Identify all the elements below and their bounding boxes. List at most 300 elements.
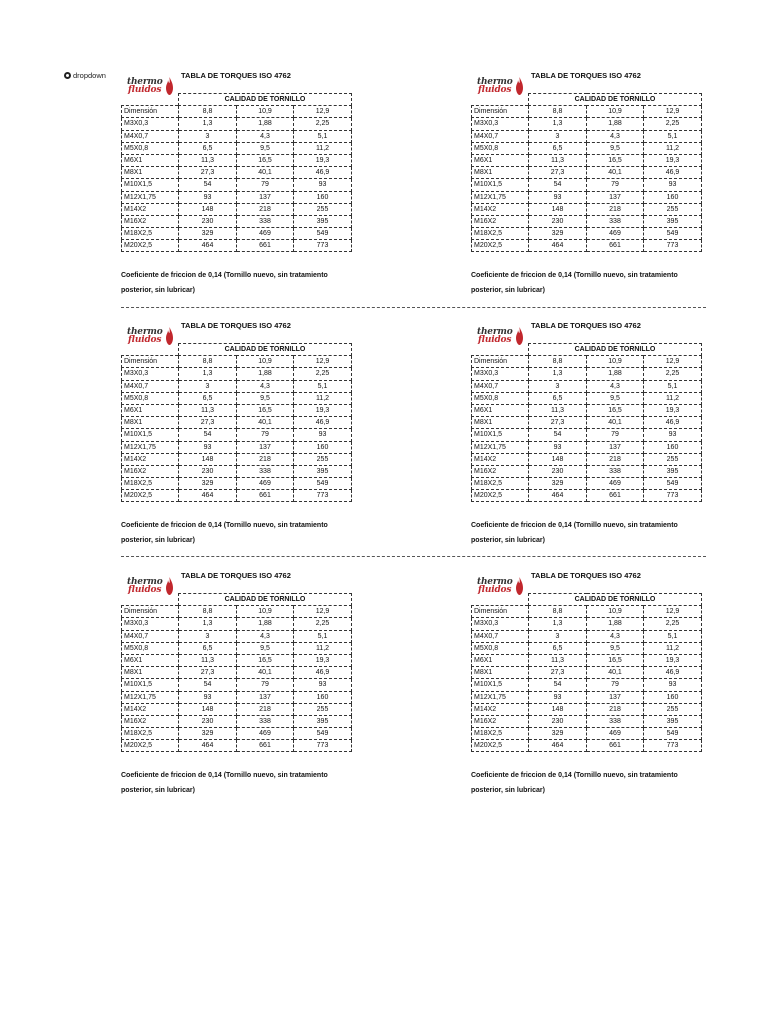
cell-torque-value: 4,3 bbox=[237, 130, 294, 142]
table-row bbox=[122, 465, 352, 477]
logo-text-fluidos: fluidos bbox=[128, 85, 162, 95]
table-row bbox=[122, 740, 352, 752]
cell-torque-value: 6,5 bbox=[179, 142, 237, 154]
col-header-dimension: Dimensión bbox=[122, 606, 179, 618]
table-row bbox=[472, 130, 702, 142]
cell-torque-value: 54 bbox=[179, 429, 237, 441]
cell-torque-value: 1,3 bbox=[179, 618, 237, 630]
cell-torque-value: 79 bbox=[587, 429, 644, 441]
cell-torque-value: 54 bbox=[529, 679, 587, 691]
cell-torque-value: 469 bbox=[587, 228, 644, 240]
logo-text-thermo: thermo bbox=[127, 577, 163, 587]
cell-dimension: M18X2,5 bbox=[472, 478, 529, 490]
cell-torque-value: 1,3 bbox=[179, 368, 237, 380]
col-header-10-9: 10,9 bbox=[587, 106, 644, 118]
cell-dimension: M3X0,3 bbox=[122, 618, 179, 630]
col-header-8-8: 8,8 bbox=[529, 356, 587, 368]
table-row bbox=[122, 490, 352, 502]
table-row bbox=[472, 441, 702, 453]
cell-torque-value: 3 bbox=[179, 380, 237, 392]
cell-dimension: M5X0,8 bbox=[472, 142, 529, 154]
cell-torque-value: 218 bbox=[587, 203, 644, 215]
table-row bbox=[472, 142, 702, 154]
cell-dimension: M16X2 bbox=[122, 465, 179, 477]
bolt-quality-header: CALIDAD DE TORNILLO bbox=[179, 344, 352, 356]
cell-torque-value: 16,5 bbox=[237, 404, 294, 416]
col-header-12-9: 12,9 bbox=[294, 106, 352, 118]
column-header-row bbox=[122, 356, 352, 368]
column-header-row bbox=[472, 356, 702, 368]
cell-dimension: M16X2 bbox=[122, 715, 179, 727]
cell-torque-value: 2,25 bbox=[644, 118, 702, 130]
cell-torque-value: 137 bbox=[237, 691, 294, 703]
cell-torque-value: 79 bbox=[587, 679, 644, 691]
cell-torque-value: 230 bbox=[179, 465, 237, 477]
cell-torque-value: 9,5 bbox=[237, 392, 294, 404]
cell-torque-value: 255 bbox=[294, 203, 352, 215]
cell-torque-value: 137 bbox=[237, 441, 294, 453]
table-title: TABLA DE TORQUES ISO 4762 bbox=[531, 571, 641, 580]
cell-dimension: M8X1 bbox=[122, 417, 179, 429]
cell-torque-value: 1,88 bbox=[237, 118, 294, 130]
cell-dimension: M12X1,75 bbox=[122, 441, 179, 453]
cell-torque-value: 137 bbox=[587, 441, 644, 453]
cell-torque-value: 395 bbox=[294, 715, 352, 727]
cell-torque-value: 255 bbox=[644, 203, 702, 215]
table-header-row bbox=[122, 94, 352, 106]
cell-torque-value: 54 bbox=[179, 679, 237, 691]
table-row bbox=[472, 740, 702, 752]
cut-line-1 bbox=[121, 307, 706, 308]
table-row bbox=[472, 228, 702, 240]
cell-dimension: M14X2 bbox=[472, 453, 529, 465]
table-row bbox=[122, 380, 352, 392]
friction-note: Coeficiente de friccion de 0,14 (Tornillo nuevo, sin tratamiento posterior, sin lubricar) bbox=[121, 772, 328, 794]
cell-torque-value: 218 bbox=[237, 453, 294, 465]
col-header-12-9: 12,9 bbox=[294, 356, 352, 368]
cell-torque-value: 773 bbox=[644, 240, 702, 252]
cell-torque-value: 11,3 bbox=[179, 404, 237, 416]
logo-text-fluidos: fluidos bbox=[478, 335, 512, 345]
cell-torque-value: 329 bbox=[529, 478, 587, 490]
cell-dimension: M18X2,5 bbox=[122, 478, 179, 490]
cell-torque-value: 79 bbox=[237, 679, 294, 691]
cell-dimension: M8X1 bbox=[472, 167, 529, 179]
cell-torque-value: 4,3 bbox=[237, 630, 294, 642]
cell-torque-value: 27,3 bbox=[179, 167, 237, 179]
cell-torque-value: 9,5 bbox=[237, 142, 294, 154]
cell-torque-value: 464 bbox=[529, 240, 587, 252]
friction-note: Coeficiente de friccion de 0,14 (Tornillo nuevo, sin tratamiento posterior, sin lubricar) bbox=[121, 522, 328, 544]
cell-torque-value: 218 bbox=[587, 453, 644, 465]
cell-torque-value: 1,3 bbox=[529, 368, 587, 380]
cell-torque-value: 148 bbox=[529, 203, 587, 215]
cell-torque-value: 40,1 bbox=[587, 417, 644, 429]
table-title: TABLA DE TORQUES ISO 4762 bbox=[531, 71, 641, 80]
cell-dimension: M20X2,5 bbox=[122, 490, 179, 502]
table-title: TABLA DE TORQUES ISO 4762 bbox=[181, 321, 291, 330]
cell-torque-value: 54 bbox=[529, 429, 587, 441]
cell-torque-value: 5,1 bbox=[294, 630, 352, 642]
table-row bbox=[472, 191, 702, 203]
cell-dimension: M18X2,5 bbox=[122, 728, 179, 740]
cell-torque-value: 160 bbox=[644, 441, 702, 453]
cell-torque-value: 19,3 bbox=[294, 154, 352, 166]
cell-dimension: M16X2 bbox=[472, 215, 529, 227]
cell-dimension: M18X2,5 bbox=[472, 728, 529, 740]
col-header-12-9: 12,9 bbox=[644, 356, 702, 368]
cell-torque-value: 11,2 bbox=[644, 142, 702, 154]
cell-torque-value: 395 bbox=[294, 465, 352, 477]
cell-dimension: M4X0,7 bbox=[122, 630, 179, 642]
cell-dimension: M18X2,5 bbox=[472, 228, 529, 240]
cell-torque-value: 661 bbox=[587, 740, 644, 752]
table-row bbox=[122, 679, 352, 691]
cell-torque-value: 661 bbox=[587, 240, 644, 252]
cell-torque-value: 6,5 bbox=[179, 392, 237, 404]
cell-torque-value: 2,25 bbox=[294, 118, 352, 130]
cell-torque-value: 218 bbox=[237, 203, 294, 215]
table-row bbox=[122, 179, 352, 191]
bolt-quality-header: CALIDAD DE TORNILLO bbox=[529, 94, 702, 106]
cell-torque-value: 79 bbox=[237, 179, 294, 191]
cell-torque-value: 329 bbox=[179, 228, 237, 240]
table-row bbox=[472, 728, 702, 740]
table-row bbox=[472, 478, 702, 490]
logo-text-thermo: thermo bbox=[127, 327, 163, 337]
cell-torque-value: 464 bbox=[529, 490, 587, 502]
cell-torque-value: 93 bbox=[529, 691, 587, 703]
cell-torque-value: 160 bbox=[294, 691, 352, 703]
cell-dimension: M12X1,75 bbox=[122, 691, 179, 703]
cell-torque-value: 230 bbox=[179, 215, 237, 227]
cell-torque-value: 19,3 bbox=[644, 154, 702, 166]
cell-torque-value: 11,3 bbox=[529, 404, 587, 416]
cell-torque-value: 469 bbox=[237, 478, 294, 490]
cell-dimension: M5X0,8 bbox=[122, 642, 179, 654]
table-row bbox=[122, 167, 352, 179]
cell-torque-value: 54 bbox=[529, 179, 587, 191]
table-row bbox=[122, 118, 352, 130]
table-row bbox=[472, 642, 702, 654]
cell-torque-value: 469 bbox=[237, 228, 294, 240]
table-row bbox=[122, 228, 352, 240]
cell-dimension: M6X1 bbox=[472, 154, 529, 166]
cell-torque-value: 93 bbox=[179, 441, 237, 453]
logo-text-thermo: thermo bbox=[127, 77, 163, 87]
dropdown-logo-icon bbox=[64, 72, 71, 79]
cell-torque-value: 11,3 bbox=[529, 154, 587, 166]
cell-torque-value: 40,1 bbox=[587, 167, 644, 179]
cell-dimension: M10X1,5 bbox=[122, 429, 179, 441]
cell-torque-value: 16,5 bbox=[237, 154, 294, 166]
logo-text-fluidos: fluidos bbox=[128, 585, 162, 595]
cell-torque-value: 5,1 bbox=[644, 130, 702, 142]
cell-torque-value: 11,2 bbox=[644, 642, 702, 654]
logo-text-fluidos: fluidos bbox=[478, 85, 512, 95]
cell-torque-value: 4,3 bbox=[587, 380, 644, 392]
torque-table bbox=[121, 93, 352, 252]
cell-dimension: M6X1 bbox=[472, 404, 529, 416]
cell-torque-value: 93 bbox=[644, 429, 702, 441]
cell-torque-value: 549 bbox=[644, 478, 702, 490]
table-row bbox=[472, 118, 702, 130]
table-title: TABLA DE TORQUES ISO 4762 bbox=[531, 321, 641, 330]
col-header-dimension: Dimensión bbox=[472, 356, 529, 368]
cell-torque-value: 4,3 bbox=[237, 380, 294, 392]
cell-torque-value: 255 bbox=[294, 453, 352, 465]
dropdown-label: dropdown bbox=[73, 71, 106, 80]
cell-torque-value: 27,3 bbox=[179, 667, 237, 679]
table-title: TABLA DE TORQUES ISO 4762 bbox=[181, 571, 291, 580]
cell-torque-value: 6,5 bbox=[179, 642, 237, 654]
cell-dimension: M4X0,7 bbox=[122, 380, 179, 392]
column-header-row bbox=[472, 606, 702, 618]
table-row bbox=[472, 667, 702, 679]
table-row bbox=[122, 667, 352, 679]
cell-torque-value: 230 bbox=[529, 215, 587, 227]
table-row bbox=[122, 654, 352, 666]
cell-torque-value: 5,1 bbox=[644, 380, 702, 392]
cell-torque-value: 11,3 bbox=[529, 654, 587, 666]
cell-torque-value: 6,5 bbox=[529, 142, 587, 154]
col-header-dimension: Dimensión bbox=[122, 356, 179, 368]
torque-table bbox=[471, 343, 702, 502]
cell-torque-value: 338 bbox=[587, 465, 644, 477]
cell-dimension: M14X2 bbox=[122, 203, 179, 215]
cell-dimension: M10X1,5 bbox=[122, 179, 179, 191]
cell-torque-value: 46,9 bbox=[644, 667, 702, 679]
cell-torque-value: 79 bbox=[237, 429, 294, 441]
cell-torque-value: 773 bbox=[294, 240, 352, 252]
cell-torque-value: 661 bbox=[237, 240, 294, 252]
cell-dimension: M12X1,75 bbox=[122, 191, 179, 203]
table-row bbox=[472, 453, 702, 465]
cell-torque-value: 1,88 bbox=[587, 618, 644, 630]
table-row bbox=[122, 142, 352, 154]
cell-dimension: M16X2 bbox=[472, 465, 529, 477]
cell-torque-value: 338 bbox=[237, 215, 294, 227]
cell-torque-value: 11,2 bbox=[294, 392, 352, 404]
col-header-dimension: Dimensión bbox=[472, 106, 529, 118]
cell-dimension: M10X1,5 bbox=[472, 429, 529, 441]
table-row bbox=[122, 417, 352, 429]
table-row bbox=[472, 703, 702, 715]
cell-torque-value: 218 bbox=[237, 703, 294, 715]
cell-torque-value: 773 bbox=[294, 490, 352, 502]
cell-torque-value: 4,3 bbox=[587, 130, 644, 142]
table-row bbox=[472, 691, 702, 703]
cell-torque-value: 46,9 bbox=[294, 167, 352, 179]
cell-torque-value: 773 bbox=[644, 740, 702, 752]
cell-torque-value: 19,3 bbox=[294, 404, 352, 416]
table-row bbox=[122, 191, 352, 203]
table-header-row bbox=[472, 344, 702, 356]
cell-torque-value: 395 bbox=[294, 215, 352, 227]
cell-torque-value: 1,88 bbox=[237, 368, 294, 380]
cell-dimension: M6X1 bbox=[122, 154, 179, 166]
col-header-dimension: Dimensión bbox=[472, 606, 529, 618]
col-header-8-8: 8,8 bbox=[529, 606, 587, 618]
cell-dimension: M12X1,75 bbox=[472, 691, 529, 703]
cell-torque-value: 93 bbox=[644, 179, 702, 191]
table-row bbox=[472, 179, 702, 191]
cell-dimension: M3X0,3 bbox=[122, 118, 179, 130]
cell-torque-value: 338 bbox=[587, 215, 644, 227]
cell-torque-value: 2,25 bbox=[294, 368, 352, 380]
cell-dimension: M18X2,5 bbox=[122, 228, 179, 240]
table-row bbox=[122, 368, 352, 380]
table-row bbox=[472, 715, 702, 727]
col-header-8-8: 8,8 bbox=[529, 106, 587, 118]
table-header-row bbox=[472, 94, 702, 106]
col-header-12-9: 12,9 bbox=[644, 106, 702, 118]
cell-dimension: M10X1,5 bbox=[472, 179, 529, 191]
cell-dimension: M14X2 bbox=[472, 203, 529, 215]
cell-torque-value: 148 bbox=[529, 703, 587, 715]
cut-line-2 bbox=[121, 556, 706, 557]
cell-torque-value: 661 bbox=[237, 490, 294, 502]
cell-torque-value: 93 bbox=[644, 679, 702, 691]
cell-torque-value: 464 bbox=[179, 740, 237, 752]
cell-torque-value: 255 bbox=[644, 703, 702, 715]
col-header-12-9: 12,9 bbox=[294, 606, 352, 618]
cell-torque-value: 329 bbox=[179, 478, 237, 490]
cell-dimension: M20X2,5 bbox=[472, 490, 529, 502]
cell-dimension: M20X2,5 bbox=[472, 240, 529, 252]
cell-dimension: M3X0,3 bbox=[472, 618, 529, 630]
table-row bbox=[122, 478, 352, 490]
logo-text-thermo: thermo bbox=[477, 327, 513, 337]
cell-torque-value: 11,3 bbox=[179, 654, 237, 666]
cell-torque-value: 46,9 bbox=[644, 417, 702, 429]
cell-dimension: M5X0,8 bbox=[472, 642, 529, 654]
cell-dimension: M8X1 bbox=[122, 167, 179, 179]
cell-torque-value: 11,2 bbox=[294, 642, 352, 654]
bolt-quality-header: CALIDAD DE TORNILLO bbox=[179, 594, 352, 606]
table-row bbox=[472, 417, 702, 429]
cell-torque-value: 160 bbox=[294, 441, 352, 453]
cell-torque-value: 6,5 bbox=[529, 392, 587, 404]
cell-dimension: M8X1 bbox=[122, 667, 179, 679]
col-header-8-8: 8,8 bbox=[179, 356, 237, 368]
table-row bbox=[472, 490, 702, 502]
cell-torque-value: 773 bbox=[294, 740, 352, 752]
cell-torque-value: 54 bbox=[179, 179, 237, 191]
cell-torque-value: 1,88 bbox=[587, 118, 644, 130]
cell-torque-value: 148 bbox=[179, 203, 237, 215]
table-row bbox=[122, 728, 352, 740]
cell-torque-value: 27,3 bbox=[529, 167, 587, 179]
cell-torque-value: 464 bbox=[179, 240, 237, 252]
friction-note: Coeficiente de friccion de 0,14 (Tornillo nuevo, sin tratamiento posterior, sin lubricar) bbox=[471, 772, 678, 794]
cell-torque-value: 2,25 bbox=[644, 368, 702, 380]
cell-dimension: M16X2 bbox=[472, 715, 529, 727]
cell-dimension: M5X0,8 bbox=[122, 392, 179, 404]
col-header-dimension: Dimensión bbox=[122, 106, 179, 118]
cell-torque-value: 16,5 bbox=[587, 154, 644, 166]
cell-torque-value: 27,3 bbox=[529, 417, 587, 429]
cell-torque-value: 661 bbox=[587, 490, 644, 502]
table-row bbox=[472, 368, 702, 380]
table-row bbox=[472, 215, 702, 227]
cell-torque-value: 329 bbox=[529, 728, 587, 740]
cell-torque-value: 160 bbox=[644, 691, 702, 703]
col-header-10-9: 10,9 bbox=[587, 356, 644, 368]
table-row bbox=[472, 679, 702, 691]
cell-torque-value: 255 bbox=[644, 453, 702, 465]
table-row bbox=[472, 654, 702, 666]
table-title: TABLA DE TORQUES ISO 4762 bbox=[181, 71, 291, 80]
table-row bbox=[472, 465, 702, 477]
cell-torque-value: 46,9 bbox=[644, 167, 702, 179]
table-row bbox=[122, 429, 352, 441]
cell-torque-value: 469 bbox=[587, 728, 644, 740]
cell-torque-value: 549 bbox=[294, 728, 352, 740]
cell-torque-value: 11,3 bbox=[179, 154, 237, 166]
cell-torque-value: 19,3 bbox=[644, 404, 702, 416]
cell-torque-value: 5,1 bbox=[644, 630, 702, 642]
cell-torque-value: 40,1 bbox=[237, 167, 294, 179]
bolt-quality-header: CALIDAD DE TORNILLO bbox=[529, 594, 702, 606]
cell-torque-value: 1,88 bbox=[587, 368, 644, 380]
cell-torque-value: 19,3 bbox=[294, 654, 352, 666]
cell-torque-value: 16,5 bbox=[587, 654, 644, 666]
col-header-8-8: 8,8 bbox=[179, 106, 237, 118]
cell-torque-value: 3 bbox=[529, 130, 587, 142]
cell-torque-value: 4,3 bbox=[587, 630, 644, 642]
cell-dimension: M10X1,5 bbox=[472, 679, 529, 691]
table-row bbox=[122, 215, 352, 227]
table-row bbox=[122, 441, 352, 453]
cell-torque-value: 2,25 bbox=[294, 618, 352, 630]
cell-dimension: M20X2,5 bbox=[122, 740, 179, 752]
cell-torque-value: 549 bbox=[294, 228, 352, 240]
cell-torque-value: 93 bbox=[179, 191, 237, 203]
bolt-quality-header: CALIDAD DE TORNILLO bbox=[529, 344, 702, 356]
cell-torque-value: 93 bbox=[179, 691, 237, 703]
table-row bbox=[122, 392, 352, 404]
logo-text-thermo: thermo bbox=[477, 577, 513, 587]
table-row bbox=[122, 203, 352, 215]
cell-dimension: M5X0,8 bbox=[472, 392, 529, 404]
cell-torque-value: 79 bbox=[587, 179, 644, 191]
cell-torque-value: 27,3 bbox=[179, 417, 237, 429]
table-row bbox=[122, 630, 352, 642]
cell-torque-value: 3 bbox=[529, 380, 587, 392]
table-row bbox=[472, 429, 702, 441]
table-row bbox=[472, 380, 702, 392]
table-header-row bbox=[472, 594, 702, 606]
cell-torque-value: 148 bbox=[529, 453, 587, 465]
cell-torque-value: 148 bbox=[179, 453, 237, 465]
cell-torque-value: 9,5 bbox=[587, 142, 644, 154]
table-row bbox=[122, 453, 352, 465]
cell-torque-value: 230 bbox=[529, 465, 587, 477]
cell-dimension: M4X0,7 bbox=[122, 130, 179, 142]
table-row bbox=[472, 240, 702, 252]
cell-torque-value: 1,3 bbox=[179, 118, 237, 130]
column-header-row bbox=[122, 606, 352, 618]
cell-torque-value: 661 bbox=[237, 740, 294, 752]
cell-torque-value: 218 bbox=[587, 703, 644, 715]
table-row bbox=[472, 630, 702, 642]
cell-torque-value: 1,3 bbox=[529, 618, 587, 630]
cell-torque-value: 137 bbox=[237, 191, 294, 203]
cell-dimension: M3X0,3 bbox=[472, 118, 529, 130]
cell-dimension: M6X1 bbox=[122, 404, 179, 416]
cell-torque-value: 93 bbox=[294, 429, 352, 441]
